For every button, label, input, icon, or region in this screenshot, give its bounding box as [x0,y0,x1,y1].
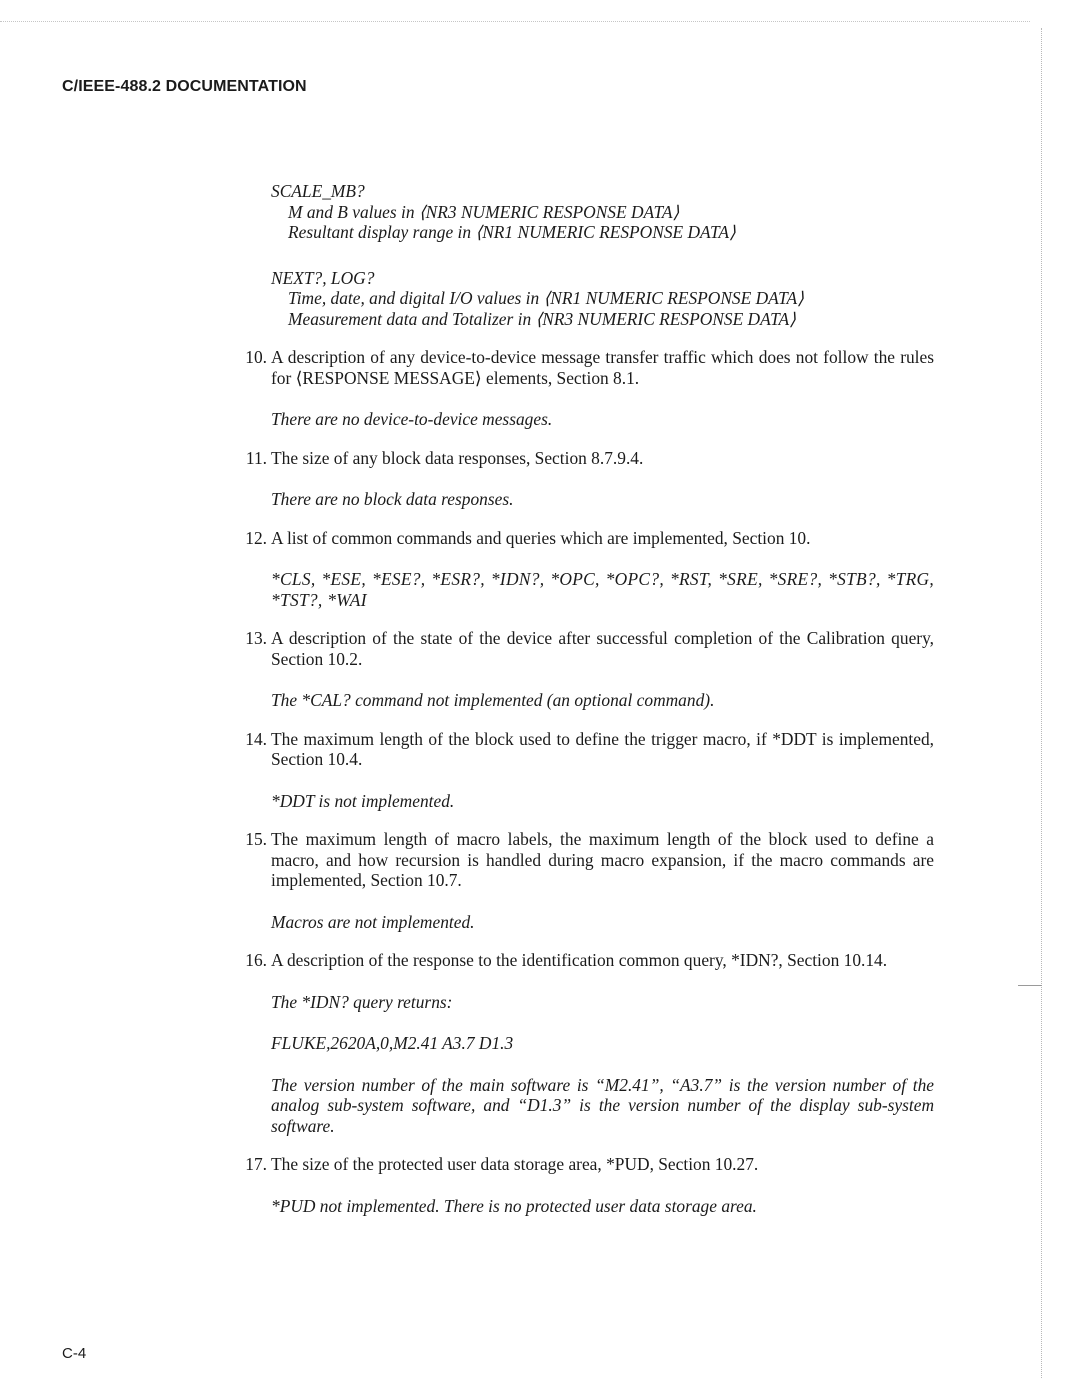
item-answer: *PUD not implemented. There is no protected user data storage area. [271,1195,757,1216]
scan-edge-top [0,21,1030,22]
list-item [240,347,934,388]
item-number: 11. [245,447,267,468]
item-number: 16. [245,950,267,970]
item-answer: *CLS, *ESE, *ESE?, *ESR?, *IDN?, *OPC, *OPC?, *RST, *SRE, *SRE?, *STB?, *TRG, *TST?, *WAI [271,569,934,610]
page-header: C/IEEE-488.2 DOCUMENTATION [62,78,307,95]
list-item [240,448,934,469]
query-name: SCALE_MB? [271,181,365,201]
item-text: A description of any device-to-device message transfer traffic which does not follow the rules for ⟨RESPONSE MESSAGE⟩ elements, Section 8.1. [271,347,934,388]
item-number: 15. [245,829,267,849]
item-number: 14. [245,728,267,749]
format-line: Time, date, and digital I/O values in ⟨NR1 NUMERIC RESPONSE DATA⟩ [288,288,804,308]
format-line: Resultant display range in ⟨NR1 NUMERIC RESPONSE DATA⟩ [288,222,736,242]
item-answer: There are no device-to-device messages. [271,409,553,429]
item-text: The size of the protected user data storage area, *PUD, Section 10.27. [271,1154,759,1174]
list-item [240,729,934,770]
item-number: 17. [245,1154,267,1174]
item-answer: The *CAL? command not implemented (an optional command). [271,690,715,710]
scan-edge-right [1041,28,1042,1378]
item-answer: *DDT is not implemented. [271,790,455,811]
item-text: A description of the response to the identification common query, *IDN?, Section 10.14. [271,950,888,970]
item-text: The size of any block data responses, Section 8.7.9.4. [271,447,644,468]
item-answer: The version number of the main software is “M2.41”, “A3.7” is the version number of the analog sub-system software, and “D1.3” is the version number of the display sub-system software. [271,1074,934,1136]
list-item [240,528,934,549]
format-line: M and B values in ⟨NR3 NUMERIC RESPONSE DATA⟩ [288,201,680,222]
item-answer: Macros are not implemented. [271,911,475,932]
item-answer: FLUKE,2620A,0,M2.41 A3.7 D1.3 [271,1033,514,1053]
response-format-group [240,181,934,243]
item-text: The maximum length of the block used to define the trigger macro, if *DDT is implemented, Section 10.4. [271,728,934,769]
item-answer: There are no block data responses. [271,489,514,509]
list-item [240,829,934,891]
item-number: 13. [245,628,267,648]
list-item [240,628,934,669]
item-answer: The *IDN? query returns: [271,991,453,1012]
list-item [240,950,934,971]
item-text: The maximum length of macro labels, the maximum length of the block used to define a macro, and how recursion is handled during macro expansion, if the macro commands are implemented, Section 10.7. [271,829,934,890]
response-format-group [240,268,934,330]
format-line: Measurement data and Totalizer in ⟨NR3 NUMERIC RESPONSE DATA⟩ [288,308,796,329]
item-text: A list of common commands and queries which are implemented, Section 10. [271,527,811,548]
scan-mark [1018,985,1042,986]
list-item [240,1154,934,1175]
item-number: 12. [245,527,267,548]
query-name: NEXT?, LOG? [271,267,375,288]
item-number: 10. [245,347,267,367]
item-text: A description of the state of the device after successful completion of the Calibration query, Section 10.2. [271,628,934,669]
page-number: C-4 [62,1345,87,1362]
document-body [240,181,934,1216]
